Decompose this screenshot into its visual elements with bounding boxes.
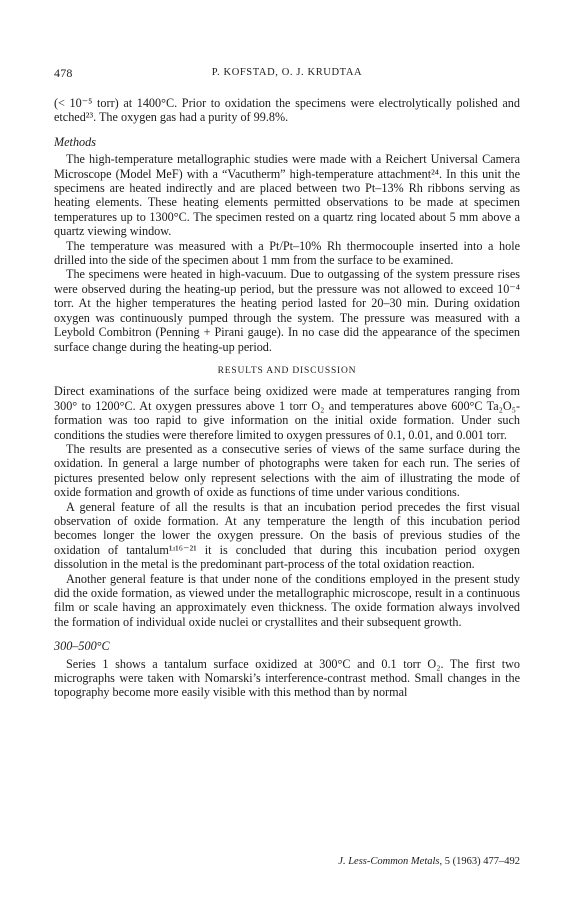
results-paragraph: Another general feature is that under none of the conditions employed in the present study did the oxide formation, as viewed under the metallographic microscope, result in a continuous film or scale having an approximately even thickness. The oxide formation always involved the formation of individual oxide nuclei or crystallites and their subsequent growth. bbox=[54, 571, 520, 629]
methods-paragraph: The temperature was measured with a Pt/Pt–10% Rh thermocouple inserted into a hole drilled into the side of the specimen about 1 mm from the surface to be examined. bbox=[54, 238, 520, 268]
journal-citation bbox=[338, 856, 520, 867]
page-number: 478 bbox=[54, 66, 73, 80]
results-heading: RESULTS AND DISCUSSION bbox=[217, 365, 357, 376]
intro-paragraph: (< 10⁻⁵ torr) at 1400°C. Prior to oxidation the specimens were electrolytically polished and etched²³. The oxygen gas had a purity of 99.8%. bbox=[54, 96, 520, 125]
journal-name: J. Less-Common Metals bbox=[338, 856, 440, 867]
temperature-range-heading: 300–500°C bbox=[54, 639, 110, 654]
running-head bbox=[54, 66, 520, 82]
results-paragraph: The results are presented as a consecutive series of views of the same surface during the oxidation. In general a large number of photographs were taken for each run. The series of pictures presented below only represent selections with the aim of illustrating the mode of oxide formation and growth of oxide as functions of time under various conditions. bbox=[54, 441, 520, 500]
article-body bbox=[54, 96, 520, 700]
journal-volume: , 5 (1963) 477–492 bbox=[439, 856, 520, 867]
methods-paragraph: The specimens were heated in high-vacuum. Due to outgassing of the system pressure rises were observed during the heating-up period, but the pressure was not allowed to exceed 10⁻⁴ torr. At the higher temperatures the heating period lasted for 20–30 min. During oxidation oxygen was continuously pumped through the system. The pressure was measured with a Leybold Combitron (Penning + Pirani gauge). In no case did the appearance of the specimen surface change during the heating-up period. bbox=[54, 267, 520, 354]
methods-heading: Methods bbox=[54, 134, 96, 149]
range-paragraph: Series 1 shows a tantalum surface oxidized at 300°C and 0.1 torr O₂. The first two micrographs were taken with Nomarski’s interference-contrast method. Small changes in the topography become more easily visible with this method than by normal bbox=[54, 656, 520, 700]
results-paragraph: Direct examinations of the surface being oxidized were made at temperatures ranging from 300° to 1200°C. At oxygen pressures above 1 torr O₂ and temperatures above 600°C Ta₂O₅-formation was too rapid to give information on the initial oxide formation. Under such conditions the studies were therefore limited to oxygen pressures of 0.1, 0.01, and 0.001 torr. bbox=[54, 384, 520, 442]
running-head-authors: P. KOFSTAD, O. J. KRUDTAA bbox=[211, 67, 363, 78]
results-paragraph: A general feature of all the results is that an incubation period precedes the first visual observation of oxide formation. At any temperature the length of this incubation period becomes longer the lower the oxygen pressure. On the basis of previous studies of the oxidation of tantalum¹ʴ¹⁶⁻²¹ it is concluded that during this incubation period oxygen dissolution in the metal is the predominant part-process of the total oxidation reaction. bbox=[54, 499, 520, 572]
methods-paragraph: The high-temperature metallographic studies were made with a Reichert Universal Camera Microscope (Model MeF) with a “Vacutherm” high-temperature attachment²⁴. In this unit the specimens are heated indirectly and are placed between two Pt–13% Rh ribbons serving as heating elements. These heating elements permitted observations to be made at specimen temperatures up to 1300°C. The specimen rested on a quartz ring located about 5 mm above a quartz viewing window. bbox=[54, 152, 520, 239]
